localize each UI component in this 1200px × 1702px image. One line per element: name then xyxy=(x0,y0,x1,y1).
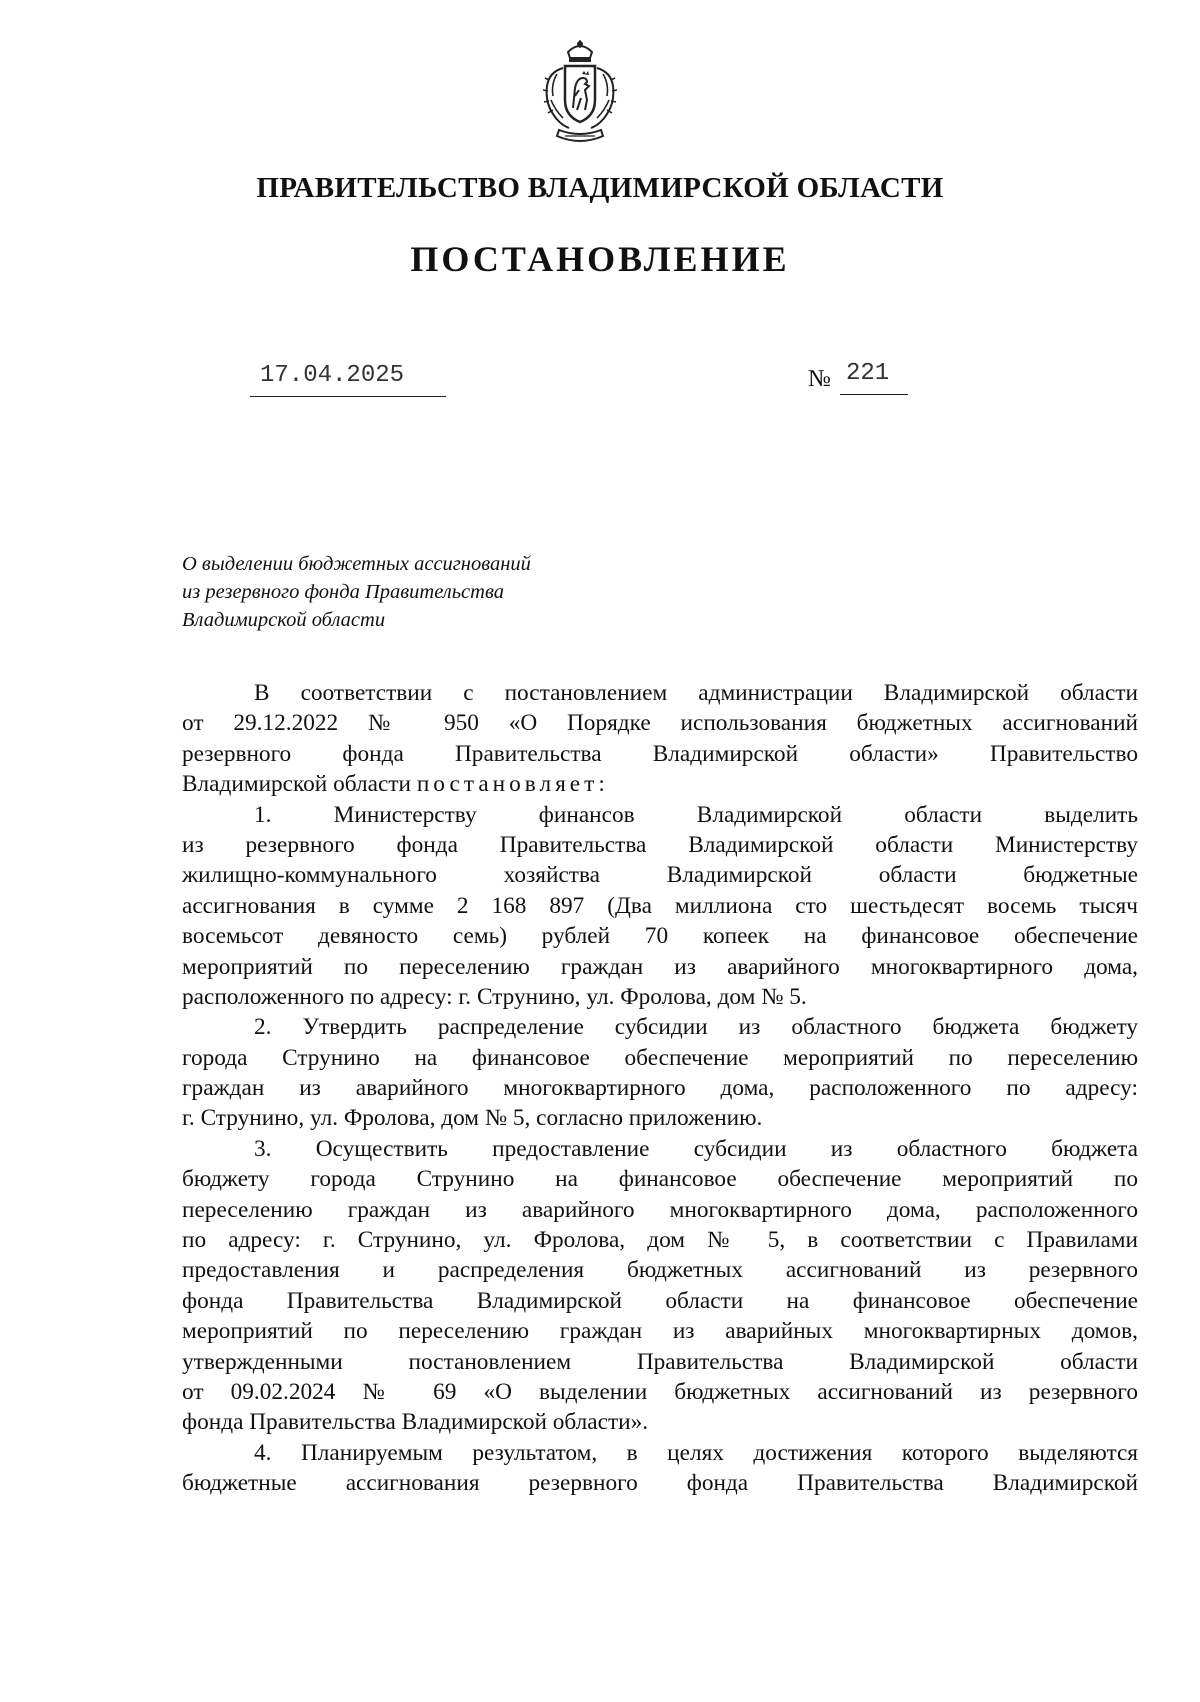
body-line: мероприятий по переселению граждан из аварийного многоквартирного дома, xyxy=(182,953,1138,980)
body-line: из резервного фонда Правительства Владимирской области Министерству xyxy=(182,831,1138,858)
body-line: г. Струнино, ул. Фролова, дом № 5, согласно приложению. xyxy=(182,1105,763,1132)
body-line: 4. Планируемым результатом, в целях достижения которого выделяются xyxy=(254,1439,1138,1466)
document-date: 17.04.2025 xyxy=(260,362,405,389)
coat-of-arms-icon xyxy=(535,38,625,148)
body-line: бюджетные ассигнования резервного фонда Правительства Владимирской xyxy=(182,1470,1138,1497)
body-line: фонда Правительства Владимирской области на финансовое обеспечение xyxy=(182,1287,1138,1314)
resolves-word: постановляет: xyxy=(416,771,609,798)
body-line: от 29.12.2022 № 950 «О Порядке использования бюджетных ассигнований xyxy=(182,710,1138,737)
body-line: бюджету города Струнино на финансовое обеспечение мероприятий по xyxy=(182,1166,1138,1193)
date-field xyxy=(250,362,446,397)
organization-title: ПРАВИТЕЛЬСТВО ВЛАДИМИРСКОЙ ОБЛАСТИ xyxy=(256,172,944,204)
body-text-segment: Владимирской области xyxy=(182,771,417,798)
body-line: расположенного по адресу: г. Струнино, ул. Фролова, дом № 5. xyxy=(182,983,807,1010)
body-line: граждан из аварийного многоквартирного дома, расположенного по адресу: xyxy=(182,1075,1138,1102)
body-line: переселению граждан из аварийного многоквартирного дома, расположенного xyxy=(182,1196,1138,1223)
body-line: фонда Правительства Владимирской области». xyxy=(182,1409,649,1436)
subject-line: Владимирской области xyxy=(182,609,386,631)
document-number: 221 xyxy=(846,360,890,387)
document-body xyxy=(182,678,1138,1499)
body-line xyxy=(182,769,1138,799)
body-line: от 09.02.2024 № 69 «О выделении бюджетных ассигнований из резервного xyxy=(182,1378,1138,1405)
body-line: 1. Министерству финансов Владимирской области выделить xyxy=(254,801,1138,828)
subject-line: из резервного фонда Правительства xyxy=(182,581,504,603)
body-line: города Струнино на финансовое обеспечение мероприятий по переселению xyxy=(182,1044,1138,1071)
number-sign: № xyxy=(808,366,831,392)
body-line: мероприятий по переселению граждан из аварийных многоквартирных домов, xyxy=(182,1318,1138,1345)
document-subject xyxy=(182,550,531,634)
document-type-title: ПОСТАНОВЛЕНИЕ xyxy=(410,239,790,279)
body-line: резервного фонда Правительства Владимирской области» Правительство xyxy=(182,740,1138,767)
body-line: по адресу: г. Струнино, ул. Фролова, дом № 5, в соответствии с Правилами xyxy=(182,1227,1138,1254)
body-line: утвержденными постановлением Правительства Владимирской области xyxy=(182,1348,1138,1375)
body-line: В соответствии с постановлением администрации Владимирской области xyxy=(254,680,1138,706)
body-line: ассигнования в сумме 2 168 897 (Два миллиона сто шестьдесят восемь тысяч xyxy=(182,892,1138,919)
body-line: 3. Осуществить предоставление субсидии из областного бюджета xyxy=(254,1135,1138,1162)
body-line: восемьсот девяносто семь) рублей 70 копеек на финансовое обеспечение xyxy=(182,923,1138,950)
body-line: 2. Утвердить распределение субсидии из областного бюджета бюджету xyxy=(254,1014,1138,1041)
number-field xyxy=(840,360,908,395)
subject-line: О выделении бюджетных ассигнований xyxy=(182,553,531,575)
body-line: жилищно-коммунального хозяйства Владимирской области бюджетные xyxy=(182,862,1138,889)
body-line: предоставления и распределения бюджетных ассигнований из резервного xyxy=(182,1257,1138,1284)
